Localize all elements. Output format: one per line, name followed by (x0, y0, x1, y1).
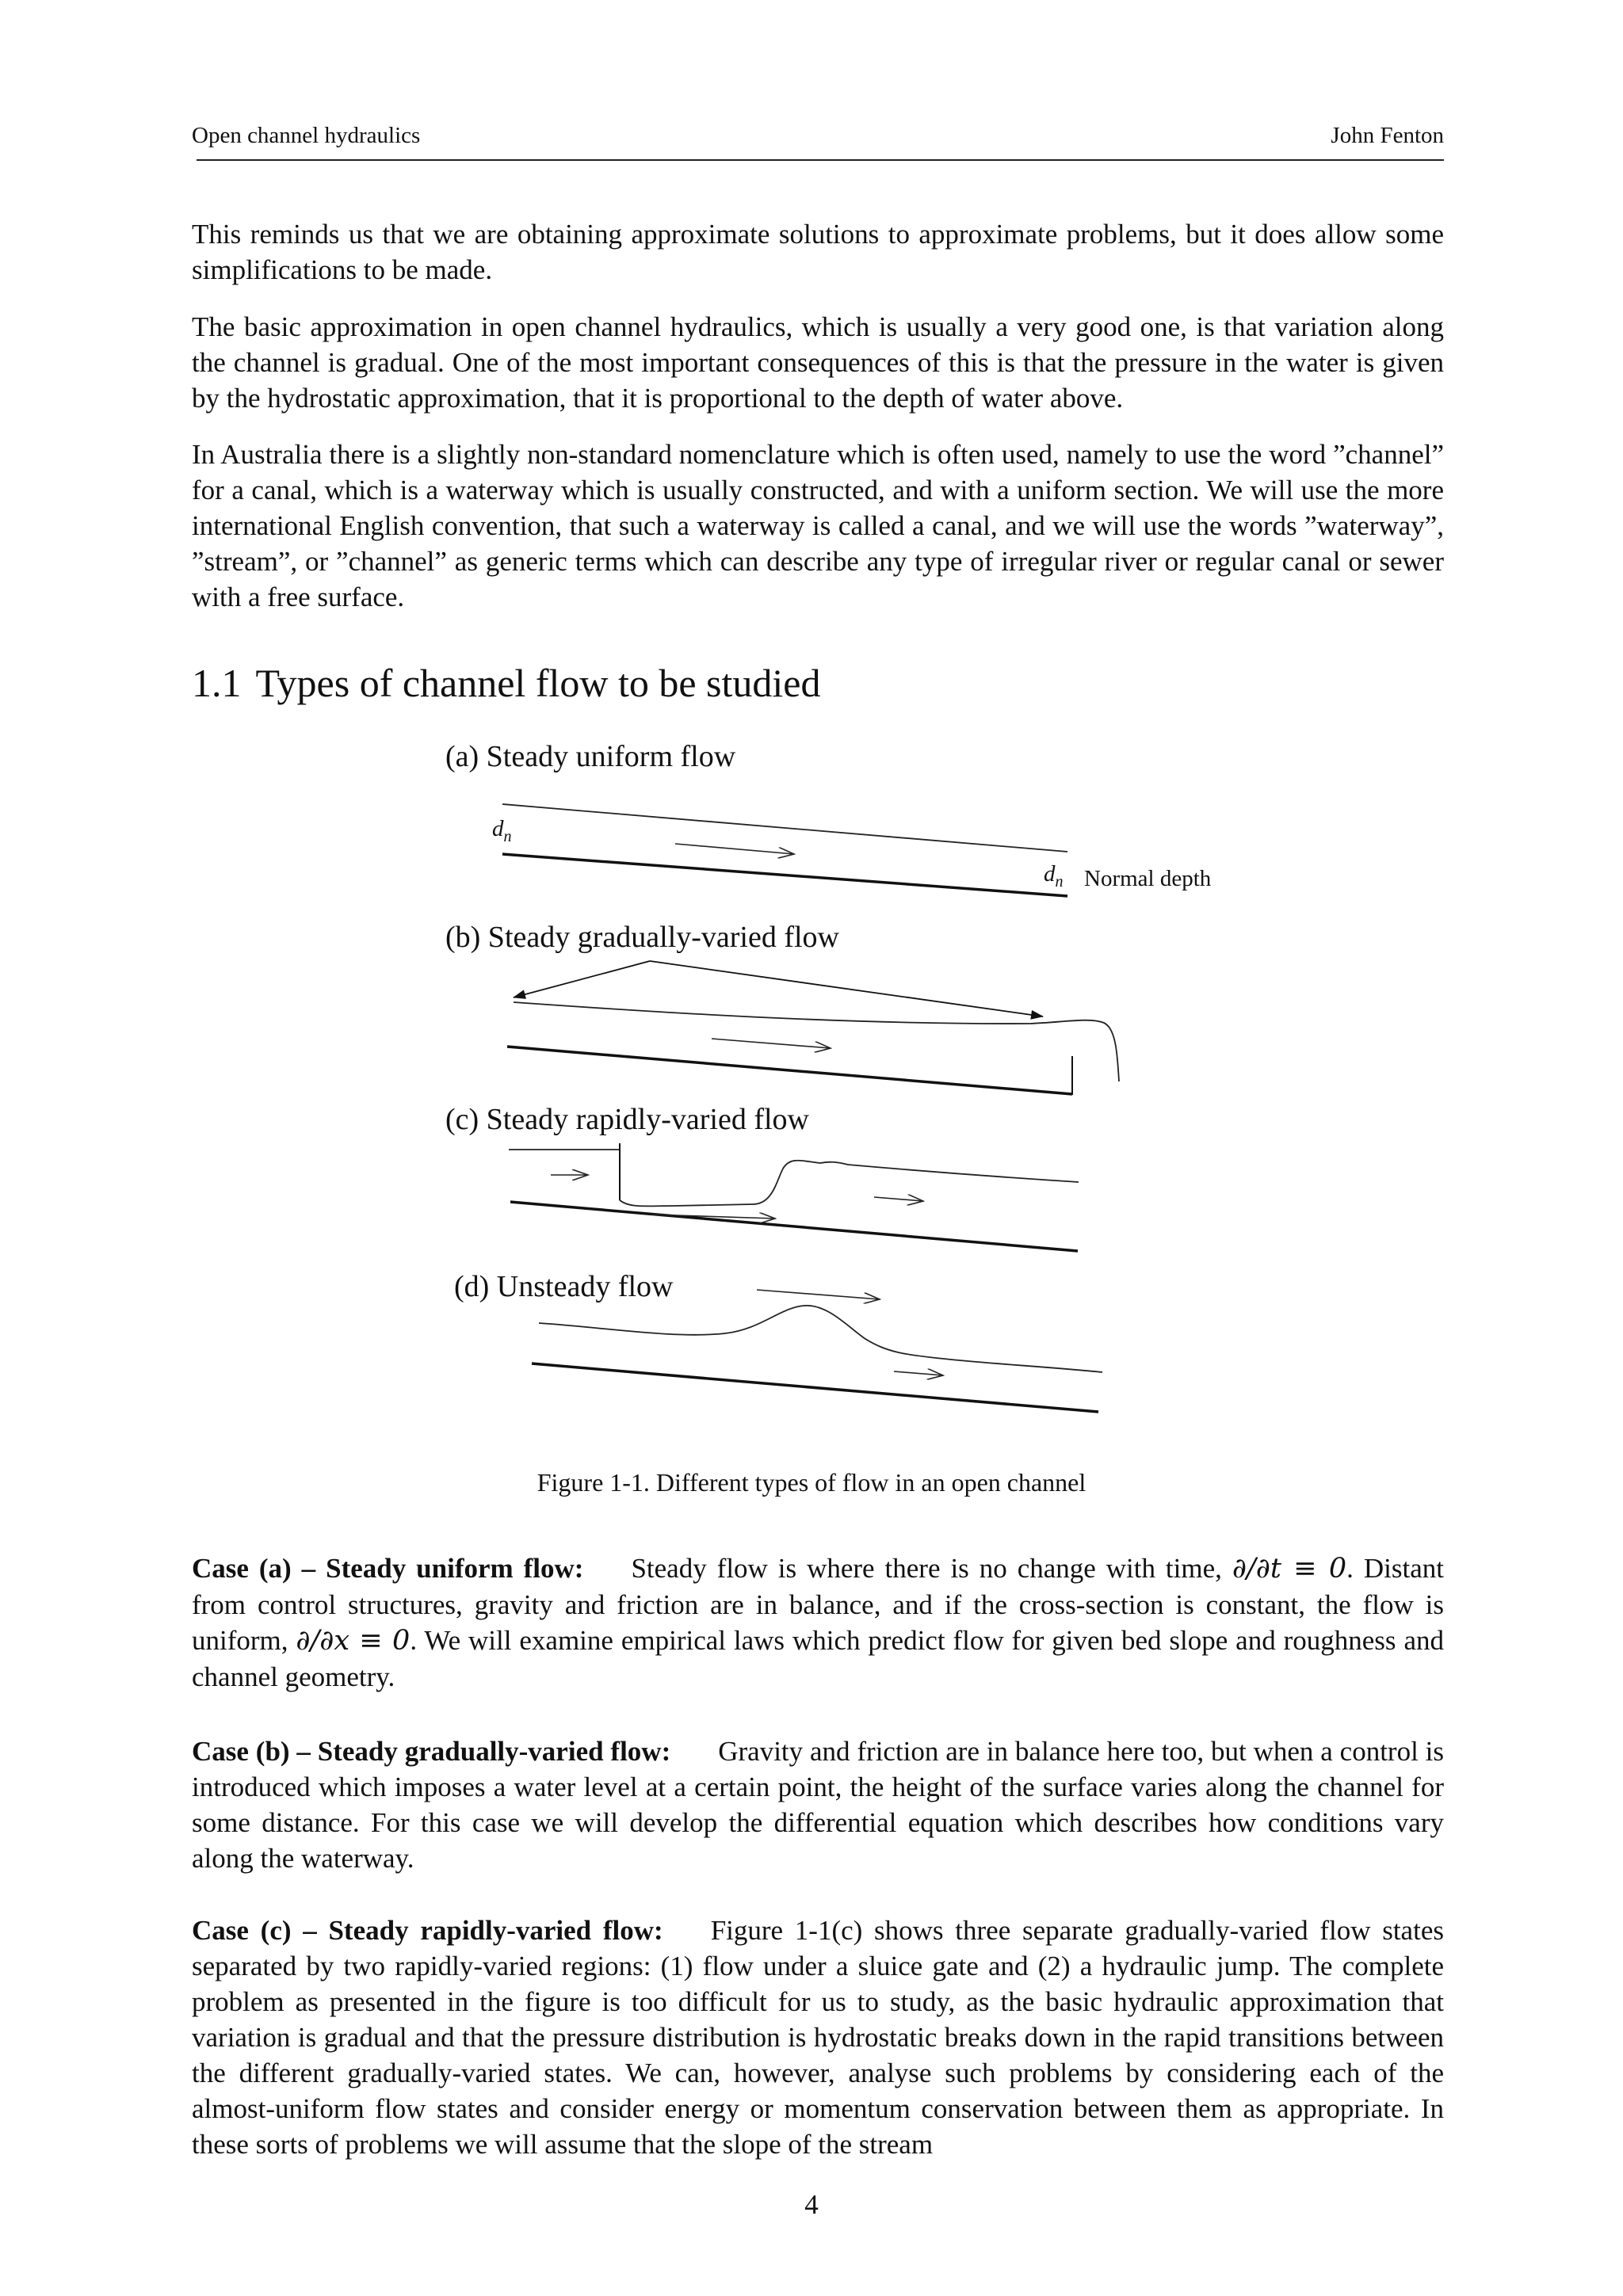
panel-c-label: (c) Steady rapidly-varied flow (445, 1103, 809, 1136)
panel-d-wave-surface (539, 1306, 1102, 1372)
paragraph-nomenclature: In Australia there is a slightly non-standard nomenclature which is often used, namely to use the word ”channel” for a canal, which is a waterway which is usually constructed, and with a uniform section. We will use the more international English convention, that such a waterway is called a canal, and we will use the words ”waterway”, ”stream”, or ”channel” as generic terms which can describe any type of irregular river or regular canal or sewer with a free surface. (192, 439, 1444, 612)
panel-a-depth-label-left: $d_n$ (492, 816, 512, 845)
panel-c-water-surface (620, 1161, 1079, 1207)
panel-a-water-surface (502, 804, 1067, 852)
panel-c-channel-bed (510, 1202, 1078, 1251)
case-c-text: Figure 1-1(c) shows three separate gradually-varied flow states separated by two rapidly-varied regions: (1) flow under a sluice gate and (2) a hydraulic jump. The complete problem as presented in the figure is too difficult for us to study, as the basic hydraulic approximation that variation is gradual and that the pressure distribution is hydrostatic breaks down in the rapid transitions between the different gradually-varied states. We can, however, analyse such problems by considering each of the almost-uniform flow states and consider energy or momentum conservation between them as appropriate. In these sorts of problems we will assume that the slope of the stream (192, 1915, 1444, 2160)
figure-caption: Figure 1-1. Different types of flow in an open channel (537, 1468, 1086, 1497)
case-c-label: Case (c) – Steady rapidly-varied flow: (192, 1915, 663, 1946)
section-number: 1.1 (192, 661, 242, 705)
panel-b-label: (b) Steady gradually-varied flow (445, 921, 839, 954)
running-head-title: Open channel hydraulics (192, 123, 421, 148)
panel-d-channel-bed (532, 1363, 1098, 1412)
case-a-space-derivative: ∂/∂x ≡ 0 (296, 1625, 411, 1657)
case-a-paragraph (192, 1550, 1444, 1695)
panel-c-flow-arrow-downstream (874, 1197, 923, 1201)
case-a-label: Case (a) – Steady uniform flow: (192, 1553, 584, 1584)
panel-a-channel-bed (502, 854, 1067, 896)
case-a-text-1: Steady flow is where there is no change with time, (631, 1553, 1232, 1584)
panel-b-channel-bed (507, 1047, 1072, 1094)
panel-d-label: (d) Unsteady flow (454, 1270, 674, 1303)
panel-d-wave-direction-arrow (757, 1290, 880, 1299)
case-b-label: Case (b) – Steady gradually-varied flow: (192, 1736, 671, 1767)
panel-a-label: (a) Steady uniform flow (445, 740, 736, 773)
case-c-paragraph (192, 1913, 1444, 2162)
panel-a-depth-label-right: $d_n$ (1044, 861, 1064, 891)
panel-d-flow-arrow (894, 1371, 943, 1375)
paragraph-basic-approximation: The basic approximation in open channel hydraulics, which is usually a very good one, is that variation along the channel is gradual. One of the most important consequences of this is that the pressure in the water is given by the hydrostatic approximation, that it is proportional to the depth of water above. (192, 311, 1444, 414)
running-head-author: John Fenton (1331, 123, 1444, 148)
panel-b-flow-arrow (712, 1039, 831, 1048)
paragraph-approximate-solutions: This reminds us that we are obtaining approximate solutions to approximate problems, but it does allow some simplifications to be made. (192, 219, 1444, 285)
case-a-text-2: . Distant from control structures, gravity and friction are in balance, and if the cross-section is constant, the flow is uniform, (192, 1553, 1444, 1656)
case-a-text-3: . We will examine empirical laws which predict flow for given bed slope and roughness and channel geometry. (192, 1625, 1444, 1692)
case-b-paragraph (192, 1733, 1444, 1876)
section-title: Types of channel flow to be studied (255, 661, 821, 705)
panel-b-pointer-left (514, 961, 650, 997)
normal-depth-label: Normal depth (1084, 866, 1212, 891)
case-a-time-derivative: ∂/∂t ≡ 0 (1232, 1553, 1347, 1585)
case-b-text: Gravity and friction are in balance here too, but when a control is introduced which imposes a water level at a certain point, the height of the surface varies along the channel for some distance. For this case we will develop the differential equation which describes how conditions vary along the waterway. (192, 1736, 1444, 1874)
panel-a-flow-arrow (675, 844, 794, 854)
page-number: 4 (804, 2189, 819, 2220)
panel-b-pointer-right (650, 961, 1043, 1016)
